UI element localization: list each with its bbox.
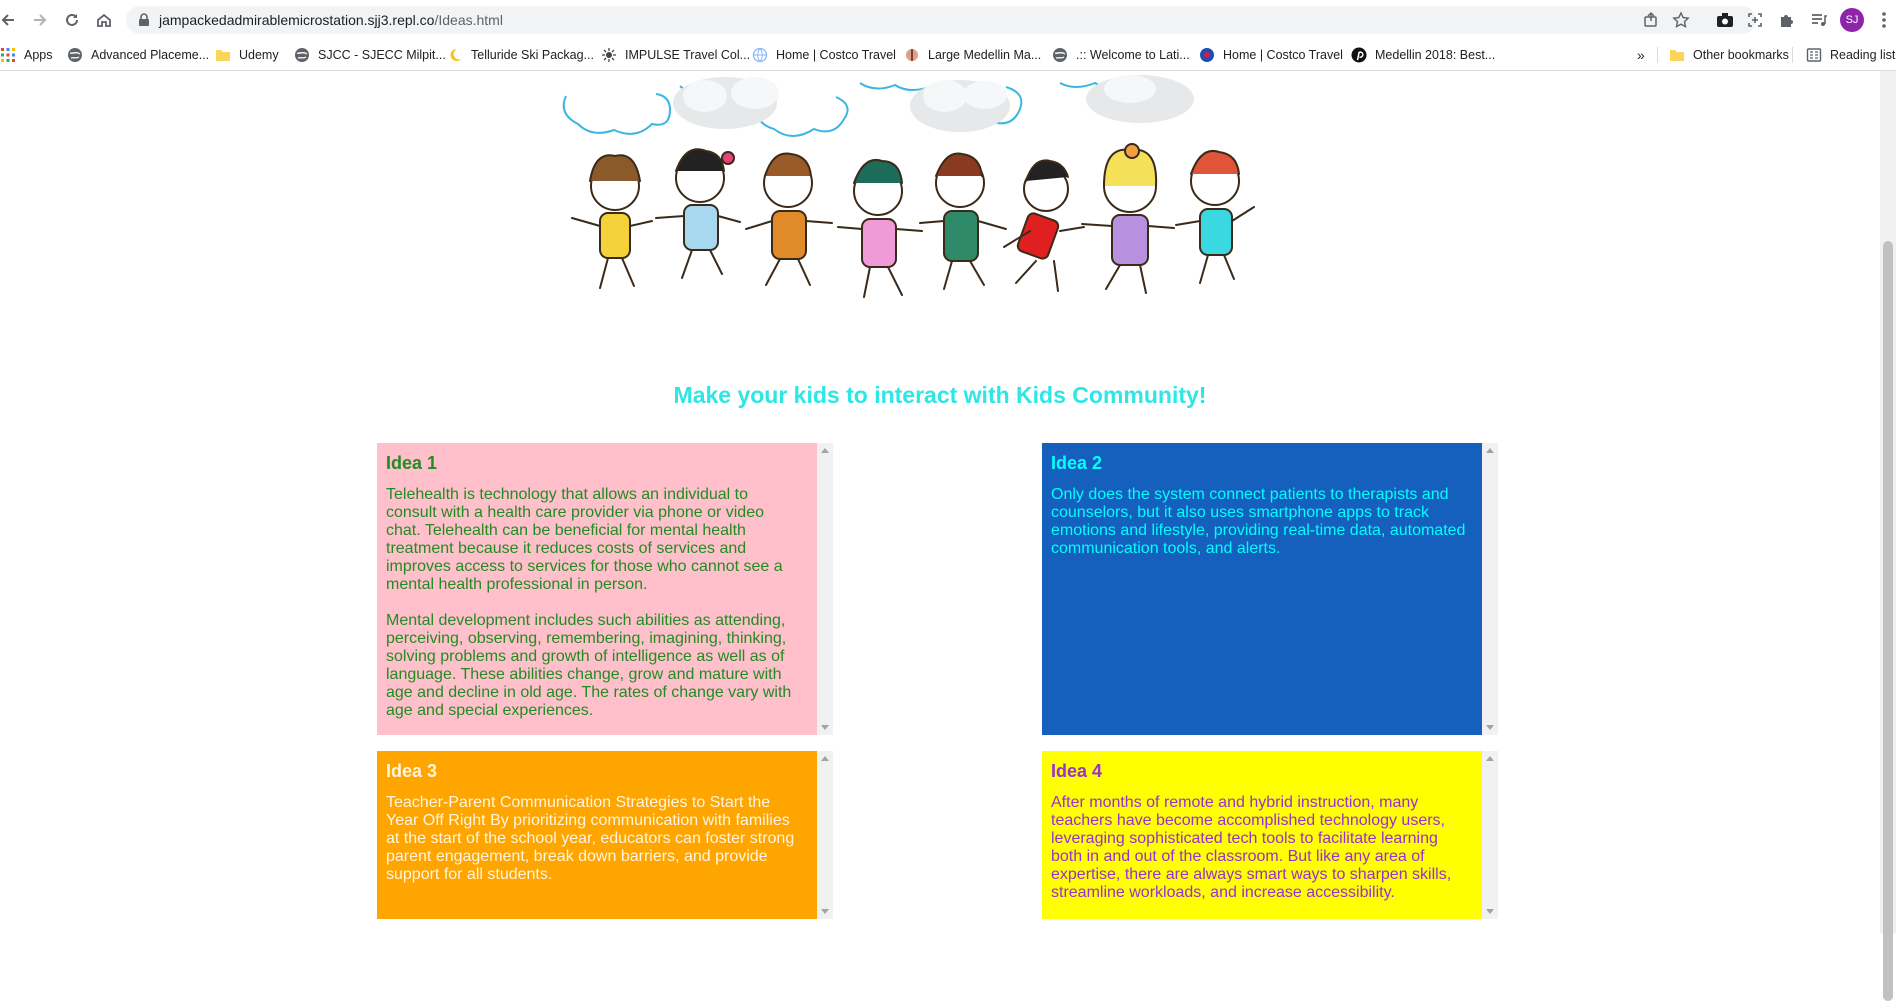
kebab-menu-icon[interactable] <box>1872 8 1896 32</box>
kid-figure <box>838 160 922 297</box>
idea-title: Idea 3 <box>386 761 438 781</box>
idea-title: Idea 4 <box>1051 761 1103 781</box>
idea-card-4-scrollbar[interactable] <box>1482 751 1498 919</box>
globe-icon <box>294 47 310 63</box>
scroll-up-arrow-icon[interactable] <box>821 448 829 453</box>
bookmark-label: Apps <box>24 48 53 62</box>
bookmark-costco-travel[interactable] <box>752 40 896 70</box>
idea-paragraph: Telehealth is technology that allows an individual to consult with a health care provider via phone or video chat. Telehealth can be beneficial for mental health treatment because it reduces costs of services and improves access to services for those who cannot see a mental health professional in person. <box>386 486 783 593</box>
page-viewport <box>0 71 1880 934</box>
idea-card-1-scrollbar[interactable] <box>817 443 833 735</box>
idea-card-2[interactable] <box>1042 443 1482 735</box>
bookmark-label: SJCC - SJECC Milpit... <box>318 48 446 62</box>
bookmark-sjcc[interactable] <box>294 40 446 70</box>
idea-card-3-scrollbar[interactable] <box>817 751 833 919</box>
idea-paragraph: Mental development includes such abilities as attending, perceiving, observing, remembering, imagining, thinking, solving problems and growth of intelligence as well as of language. These abilities change, grow and mature with age and decline in old age. The rates of change vary with age and special experiences. <box>386 612 792 719</box>
kids-group <box>572 144 1254 297</box>
bookmarks-divider <box>1792 47 1793 63</box>
scroll-up-arrow-icon[interactable] <box>1486 756 1494 761</box>
bookmarks-bar <box>0 40 1896 71</box>
bookmark-medellin-2018[interactable] <box>1351 40 1495 70</box>
scroll-down-arrow-icon[interactable] <box>821 909 829 914</box>
pinterest-icon <box>1351 47 1367 63</box>
bookmark-label: Udemy <box>239 48 279 62</box>
back-arrow-icon[interactable] <box>0 8 20 32</box>
other-bookmarks-label: Other bookmarks <box>1693 48 1789 62</box>
kid-figure <box>1082 144 1174 293</box>
idea-paragraph: After months of remote and hybrid instruction, many teachers have become accomplished technology users, leveraging sophisticated tech tools to facilitate learning both in and out of the classroom. But like any area of expertise, there are always smart ways to sharpen skills, streamline workloads, and increase accessibility. <box>1051 794 1452 901</box>
folder-icon <box>1669 47 1685 63</box>
url-host: jampackedadmirablemicrostation.sjj3.repl.co <box>159 12 435 28</box>
bookmark-label: Advanced Placeme... <box>91 48 210 62</box>
bookmarks-divider <box>1657 47 1658 63</box>
address-bar[interactable] <box>126 6 1756 34</box>
bookmark-welcome-latin[interactable] <box>1052 40 1190 70</box>
bookmark-label: .:: Welcome to Lati... <box>1076 48 1190 62</box>
share-icon[interactable] <box>1642 11 1660 34</box>
kid-figure <box>1176 151 1254 283</box>
bookmarks-overflow-chevron-icon[interactable]: » <box>1637 47 1645 63</box>
scroll-down-arrow-icon[interactable] <box>1486 725 1494 730</box>
other-bookmarks-folder[interactable] <box>1669 40 1789 70</box>
page-scrollbar[interactable] <box>1880 71 1896 934</box>
bookmark-star-icon[interactable] <box>1672 11 1690 34</box>
clouds-banner <box>564 75 1194 136</box>
globe-icon <box>1052 47 1068 63</box>
costco-icon <box>1199 47 1215 63</box>
idea-card-3[interactable] <box>377 751 817 919</box>
lock-icon[interactable] <box>138 13 150 32</box>
idea-card-1[interactable] <box>377 443 817 735</box>
page-scrollbar-thumb[interactable] <box>1883 241 1893 1001</box>
url-path: /Ideas.html <box>434 12 503 28</box>
apps-grid-icon <box>0 47 16 63</box>
kid-figure <box>1004 160 1084 291</box>
bookmark-label: IMPULSE Travel Col... <box>625 48 751 62</box>
extensions-puzzle-icon[interactable] <box>1775 8 1799 32</box>
idea-card-2-scrollbar[interactable] <box>1482 443 1498 735</box>
moon-icon <box>447 47 463 63</box>
scroll-up-arrow-icon[interactable] <box>1486 448 1494 453</box>
reading-list-icon <box>1806 47 1822 63</box>
forward-arrow-icon[interactable] <box>28 8 52 32</box>
bookmark-label: Medellin 2018: Best... <box>1375 48 1496 62</box>
bookmark-udemy[interactable] <box>215 40 279 70</box>
idea-paragraph: Teacher-Parent Communication Strategies to Start the Year Off Right By prioritizing communication with families at the start of the school year, educators can foster strong parent engagement, break down barriers, and provide support for all students. <box>386 794 795 883</box>
url-text[interactable] <box>159 12 503 28</box>
kid-figure <box>572 155 652 288</box>
kid-figure <box>656 149 740 278</box>
bookmark-costco-travel-2[interactable] <box>1199 40 1343 70</box>
scroll-up-arrow-icon[interactable] <box>821 756 829 761</box>
media-queue-icon[interactable] <box>1807 8 1831 32</box>
bookmark-label: Home | Costco Travel <box>776 48 896 62</box>
idea-title: Idea 1 <box>386 453 438 473</box>
page-headline: Make your kids to interact with Kids Community! <box>673 382 1207 408</box>
scroll-down-arrow-icon[interactable] <box>821 725 829 730</box>
globe-light-icon <box>752 47 768 63</box>
reading-list-button[interactable] <box>1806 40 1895 70</box>
reload-icon[interactable] <box>60 8 84 32</box>
globe-icon <box>67 47 83 63</box>
idea-card-4[interactable] <box>1042 751 1482 919</box>
bookmark-label: Home | Costco Travel <box>1223 48 1343 62</box>
bookmark-medellin-map[interactable] <box>904 40 1041 70</box>
kid-figure <box>746 153 832 285</box>
browser-toolbar <box>0 0 1896 40</box>
screen-capture-icon[interactable] <box>1743 8 1767 32</box>
profile-avatar[interactable]: SJ <box>1840 8 1864 32</box>
idea-paragraph: Only does the system connect patients to therapists and counselors, but it also uses smartphone apps to track emotions and lifestyle, providing real-time data, automated communication tools, and alerts. <box>1051 486 1466 557</box>
map-icon <box>904 47 920 63</box>
reading-list-label: Reading list <box>1830 48 1896 62</box>
scroll-down-arrow-icon[interactable] <box>1486 909 1494 914</box>
home-icon[interactable] <box>92 8 116 32</box>
bookmark-apps[interactable] <box>0 40 53 70</box>
kids-illustration <box>560 71 1320 351</box>
camera-icon[interactable] <box>1713 8 1737 32</box>
bookmark-impulse-travel[interactable] <box>601 40 750 70</box>
sun-icon <box>601 47 617 63</box>
kid-figure <box>920 153 1006 289</box>
bookmark-telluride[interactable] <box>447 40 594 70</box>
idea-title: Idea 2 <box>1051 453 1103 473</box>
bookmark-advanced-placement[interactable] <box>67 40 209 70</box>
bookmark-label: Large Medellin Ma... <box>928 48 1042 62</box>
bookmark-label: Telluride Ski Packag... <box>471 48 594 62</box>
folder-icon <box>215 47 231 63</box>
